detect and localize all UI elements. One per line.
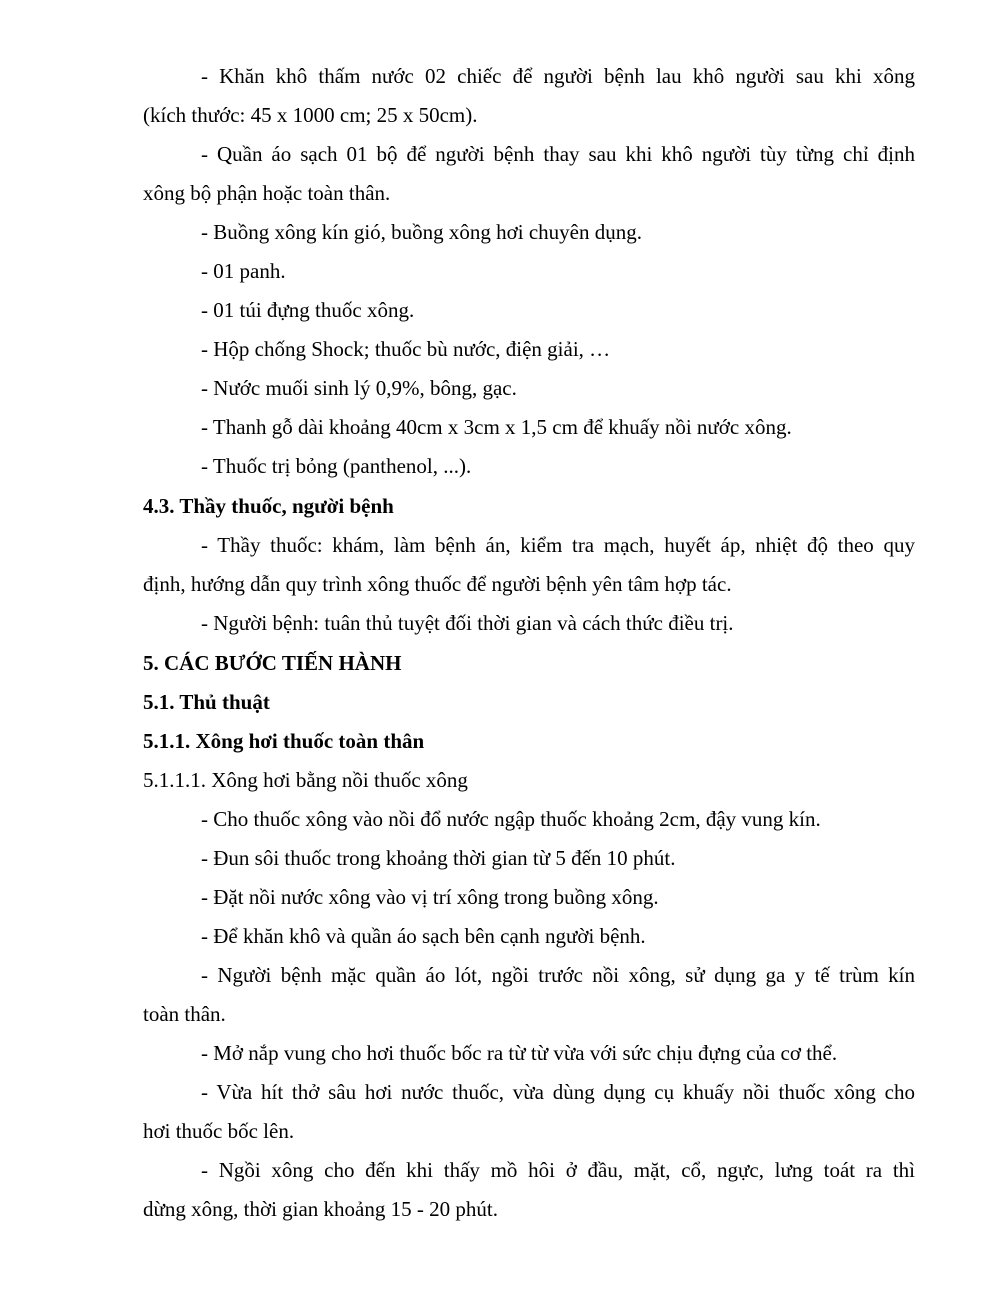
paragraph-line: - Ngồi xông cho đến khi thấy mồ hôi ở đầu, mặt, cổ, ngực, lưng toát ra thì [201, 1158, 915, 1182]
paragraph-line: hơi thuốc bốc lên. [143, 1119, 295, 1143]
paragraph-line: (kích thước: 45 x 1000 cm; 25 x 50cm). [143, 103, 478, 127]
section-heading-5: 5. CÁC BƯỚC TIẾN HÀNH [143, 651, 402, 675]
paragraph-line: - Người bệnh: tuân thủ tuyệt đối thời gian và cách thức điều trị. [201, 611, 734, 635]
paragraph-line: - Buồng xông kín gió, buồng xông hơi chuyên dụng. [201, 220, 642, 244]
paragraph-line: - 01 panh. [201, 259, 286, 283]
paragraph-line: - Hộp chống Shock; thuốc bù nước, điện giải, … [201, 337, 611, 361]
subsection-heading-5-1-1-1: 5.1.1.1. Xông hơi bằng nồi thuốc xông [143, 768, 468, 792]
paragraph-line: - Khăn khô thấm nước 02 chiếc để người bệnh lau khô người sau khi xông [201, 64, 915, 88]
paragraph-line: - Đun sôi thuốc trong khoảng thời gian từ 5 đến 10 phút. [201, 846, 676, 870]
paragraph-line: - 01 túi đựng thuốc xông. [201, 298, 415, 322]
paragraph-line: định, hướng dẫn quy trình xông thuốc để người bệnh yên tâm hợp tác. [143, 572, 732, 596]
paragraph-line: - Người bệnh mặc quần áo lót, ngồi trước nồi xông, sử dụng ga y tế trùm kín [201, 963, 915, 987]
paragraph-line: - Vừa hít thở sâu hơi nước thuốc, vừa dùng dụng cụ khuấy nồi thuốc xông cho [201, 1080, 915, 1104]
section-heading-4-3: 4.3. Thầy thuốc, người bệnh [143, 494, 394, 518]
paragraph-line: xông bộ phận hoặc toàn thân. [143, 181, 391, 205]
paragraph-line: - Đặt nồi nước xông vào vị trí xông trong buồng xông. [201, 885, 659, 909]
paragraph-line: - Quần áo sạch 01 bộ để người bệnh thay sau khi khô người tùy từng chỉ định [201, 142, 915, 166]
paragraph-line: - Thầy thuốc: khám, làm bệnh án, kiểm tra mạch, huyết áp, nhiệt độ theo quy [201, 533, 915, 557]
document-page [143, 57, 915, 1229]
paragraph-line: - Nước muối sinh lý 0,9%, bông, gạc. [201, 376, 517, 400]
section-heading-5-1: 5.1. Thủ thuật [143, 690, 270, 714]
paragraph-line: - Cho thuốc xông vào nồi đổ nước ngập thuốc khoảng 2cm, đậy vung kín. [201, 807, 821, 831]
paragraph-line: dừng xông, thời gian khoảng 15 - 20 phút. [143, 1197, 498, 1221]
section-heading-5-1-1: 5.1.1. Xông hơi thuốc toàn thân [143, 729, 425, 753]
paragraph-line: - Thuốc trị bỏng (panthenol, ...). [201, 454, 472, 478]
paragraph-line: - Để khăn khô và quần áo sạch bên cạnh người bệnh. [201, 924, 646, 948]
paragraph-line: toàn thân. [143, 1002, 226, 1026]
paragraph-line: - Thanh gỗ dài khoảng 40cm x 3cm x 1,5 cm để khuấy nồi nước xông. [201, 415, 792, 439]
paragraph-line: - Mở nắp vung cho hơi thuốc bốc ra từ từ vừa với sức chịu đựng của cơ thể. [201, 1041, 838, 1065]
